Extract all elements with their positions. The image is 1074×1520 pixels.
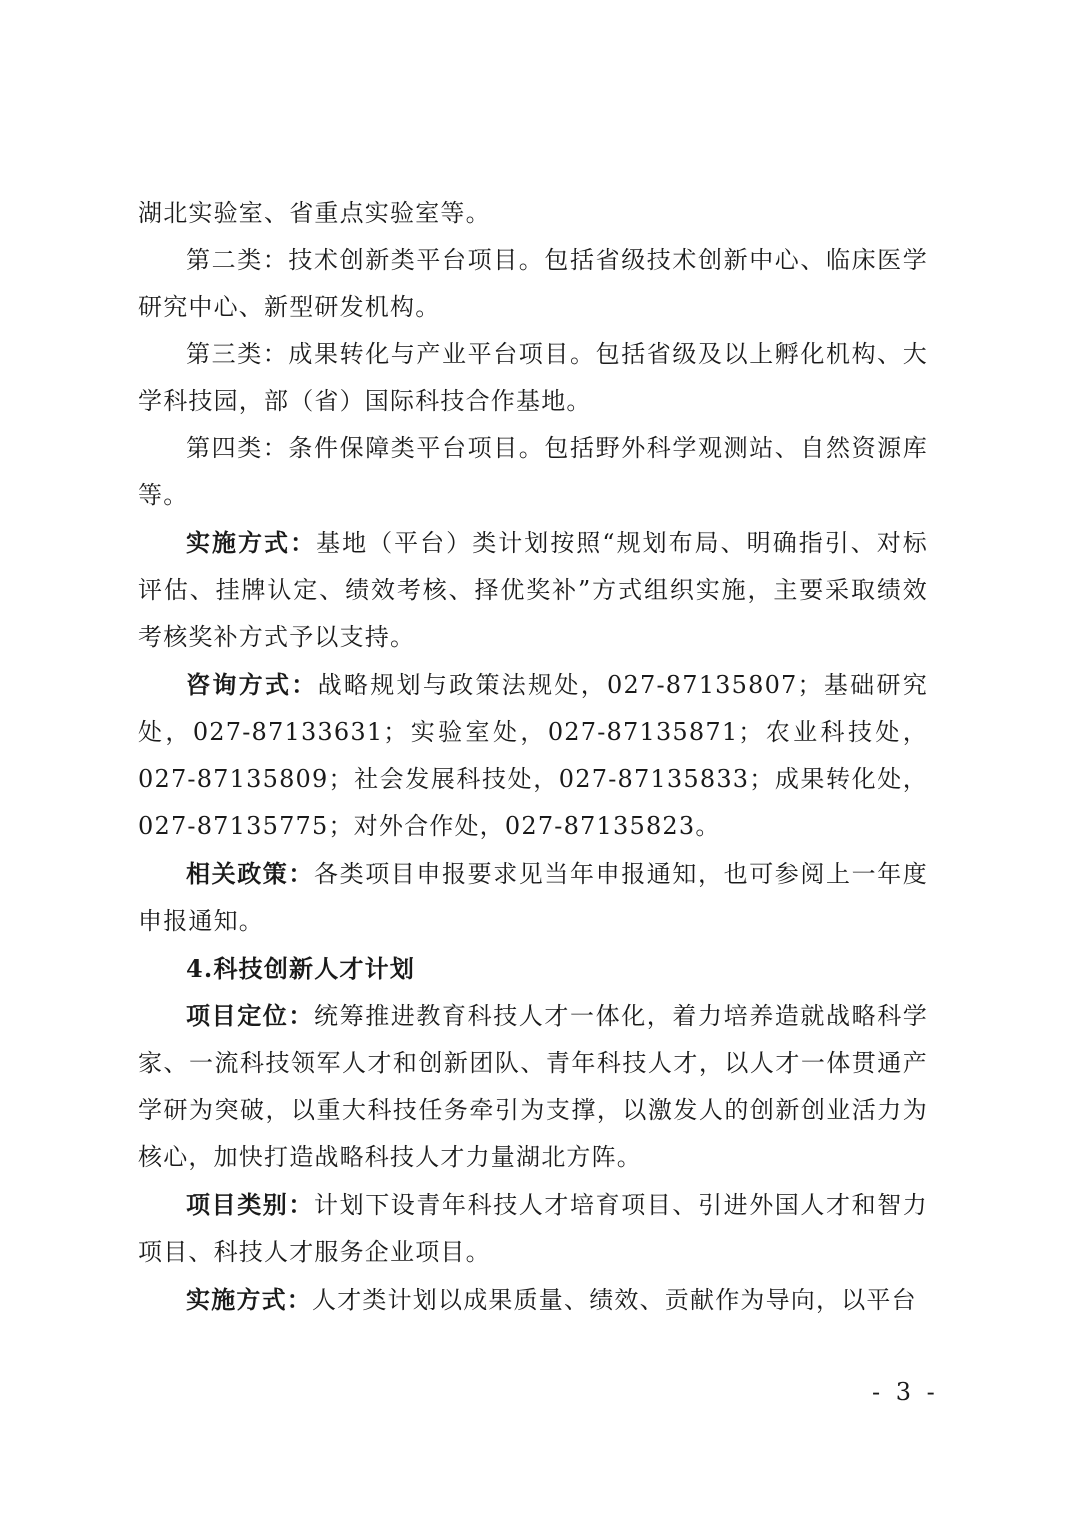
paragraph-text: 基地（平台）类计划按照“规划布局、明确指引、对标评估、挂牌认定、绩效考核、择优奖补”方式组织实施，主要采取绩效考核奖补方式予以支持。 [138, 529, 928, 651]
paragraph-lead: 实施方式： [186, 528, 317, 557]
paragraph-text: 战略规划与政策法规处，027-87135807；基础研究处，027-87133631；实验室处，027-87135871；农业科技处，027-87135809；社会发展科技处，027-87135833；成果转化处，027-87135775；对外合作处，027-87135823。 [138, 671, 928, 840]
paragraph-text: 第二类：技术创新类平台项目。包括省级技术创新中心、临床医学研究中心、新型研发机构。 [138, 246, 928, 321]
paragraph-policy [138, 850, 928, 945]
paragraph-text: 第四类：条件保障类平台项目。包括野外科学观测站、自然资源库等。 [138, 434, 928, 509]
paragraph-category-4 [138, 425, 928, 519]
paragraph-text: 湖北实验室、省重点实验室等。 [138, 199, 491, 227]
page-number: - 3 - [872, 1378, 939, 1406]
paragraph-continuation [138, 190, 928, 237]
paragraph-text: 人才类计划以成果质量、绩效、贡献作为导向，以平台 [312, 1286, 917, 1314]
paragraph-lead: 项目类别： [186, 1190, 314, 1219]
paragraph-category-3 [138, 331, 928, 425]
paragraph-category-2 [138, 237, 928, 331]
document-body [138, 190, 928, 1324]
paragraph-lead: 项目定位： [186, 1001, 314, 1030]
paragraph-implementation [138, 519, 928, 661]
paragraph-text: 统筹推进教育科技人才一体化，着力培养造就战略科学家、一流科技领军人才和创新团队、青年科技人才，以人才一体贯通产学研为突破，以重大科技任务牵引为支撑，以激发人的创新创业活力为核心，加快打造战略科技人才力量湖北方阵。 [138, 1002, 928, 1171]
paragraph-lead: 咨询方式： [186, 670, 318, 699]
paragraph-lead: 实施方式： [186, 1285, 312, 1314]
paragraph-text: 计划下设青年科技人才培育项目、引进外国人才和智力项目、科技人才服务企业项目。 [138, 1191, 928, 1266]
paragraph-talent-implementation [138, 1276, 928, 1324]
paragraph-positioning [138, 992, 928, 1181]
paragraph-categories [138, 1181, 928, 1276]
paragraph-text: 第三类：成果转化与产业平台项目。包括省级及以上孵化机构、大学科技园，部（省）国际科技合作基地。 [138, 340, 928, 415]
paragraph-lead: 相关政策： [186, 859, 314, 888]
section-heading: 4.科技创新人才计划 [186, 954, 416, 983]
paragraph-text: 各类项目申报要求见当年申报通知，也可参阅上一年度申报通知。 [138, 860, 928, 935]
paragraph-consultation [138, 661, 928, 850]
